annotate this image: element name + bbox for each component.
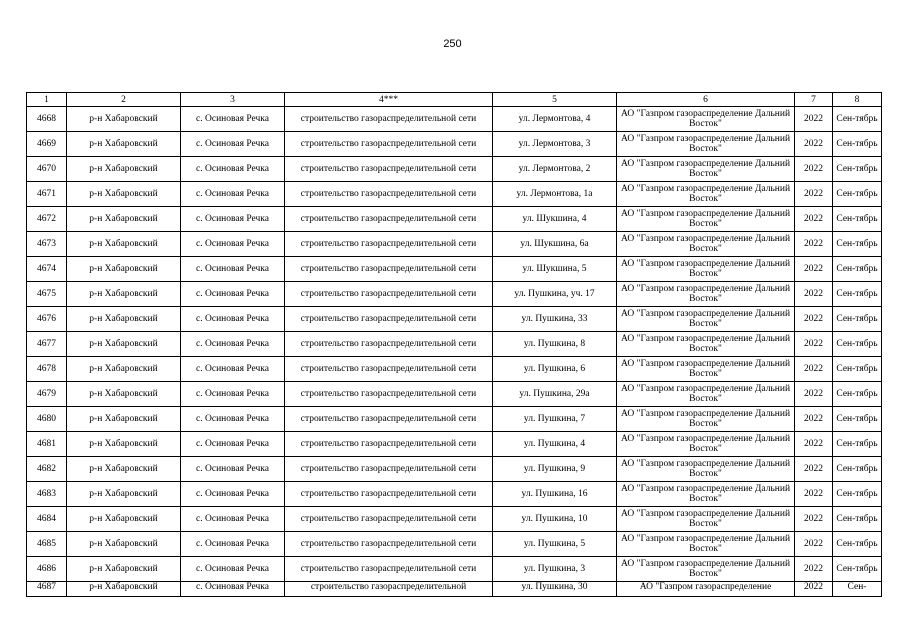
- year-cell: 2022: [795, 157, 833, 182]
- month-cell: Сен-: [833, 582, 882, 597]
- table-row: [27, 257, 882, 282]
- locality-cell: с. Осиновая Речка: [181, 432, 285, 457]
- year-cell: 2022: [795, 332, 833, 357]
- organization-cell: АО "Газпром газораспределение Дальний Восток": [617, 257, 795, 282]
- table-row: [27, 457, 882, 482]
- organization-cell: АО "Газпром газораспределение Дальний Восток": [617, 557, 795, 582]
- district-cell: р-н Хабаровский: [67, 232, 181, 257]
- table-row: [27, 482, 882, 507]
- column-header: 1: [27, 93, 67, 107]
- month-cell: Сен-тябрь: [833, 332, 882, 357]
- work-type-cell: строительство газораспределительной сети: [285, 407, 493, 432]
- address-cell: ул. Пушкина, 30: [493, 582, 617, 597]
- table-row: [27, 432, 882, 457]
- row-number-cell: 4677: [27, 332, 67, 357]
- organization-cell: АО "Газпром газораспределение Дальний Восток": [617, 482, 795, 507]
- district-cell: р-н Хабаровский: [67, 582, 181, 597]
- address-cell: ул. Пушкина, 10: [493, 507, 617, 532]
- organization-cell: АО "Газпром газораспределение Дальний Восток": [617, 457, 795, 482]
- address-cell: ул. Пушкина, 3: [493, 557, 617, 582]
- table-body: [27, 107, 882, 597]
- row-number-cell: 4685: [27, 532, 67, 557]
- year-cell: 2022: [795, 382, 833, 407]
- work-type-cell: строительство газораспределительной сети: [285, 532, 493, 557]
- work-type-cell: строительство газораспределительной сети: [285, 257, 493, 282]
- row-number-cell: 4672: [27, 207, 67, 232]
- month-cell: Сен-тябрь: [833, 432, 882, 457]
- work-type-cell: строительство газораспределительной сети: [285, 157, 493, 182]
- row-number-cell: 4676: [27, 307, 67, 332]
- organization-cell: АО "Газпром газораспределение Дальний Восток": [617, 232, 795, 257]
- address-cell: ул. Пушкина, 16: [493, 482, 617, 507]
- row-number-cell: 4679: [27, 382, 67, 407]
- locality-cell: с. Осиновая Речка: [181, 532, 285, 557]
- work-type-cell: строительство газораспределительной сети: [285, 132, 493, 157]
- year-cell: 2022: [795, 407, 833, 432]
- table-row: [27, 207, 882, 232]
- year-cell: 2022: [795, 232, 833, 257]
- district-cell: р-н Хабаровский: [67, 107, 181, 132]
- year-cell: 2022: [795, 507, 833, 532]
- year-cell: 2022: [795, 182, 833, 207]
- district-cell: р-н Хабаровский: [67, 557, 181, 582]
- page-number: 250: [443, 38, 462, 50]
- month-cell: Сен-тябрь: [833, 107, 882, 132]
- month-cell: Сен-тябрь: [833, 257, 882, 282]
- month-cell: Сен-тябрь: [833, 532, 882, 557]
- district-cell: р-н Хабаровский: [67, 457, 181, 482]
- row-number-cell: 4671: [27, 182, 67, 207]
- table-row: [27, 282, 882, 307]
- month-cell: Сен-тябрь: [833, 182, 882, 207]
- month-cell: Сен-тябрь: [833, 232, 882, 257]
- year-cell: 2022: [795, 132, 833, 157]
- locality-cell: с. Осиновая Речка: [181, 182, 285, 207]
- locality-cell: с. Осиновая Речка: [181, 407, 285, 432]
- district-cell: р-н Хабаровский: [67, 182, 181, 207]
- work-type-cell: строительство газораспределительной сети: [285, 307, 493, 332]
- address-cell: ул. Пушкина, 29а: [493, 382, 617, 407]
- organization-cell: АО "Газпром газораспределение Дальний Восток": [617, 382, 795, 407]
- table-row: [27, 307, 882, 332]
- district-cell: р-н Хабаровский: [67, 132, 181, 157]
- locality-cell: с. Осиновая Речка: [181, 357, 285, 382]
- organization-cell: АО "Газпром газораспределение Дальний Восток": [617, 532, 795, 557]
- work-type-cell: строительство газораспределительной: [285, 582, 493, 597]
- address-cell: ул. Лермонтова, 1а: [493, 182, 617, 207]
- district-cell: р-н Хабаровский: [67, 282, 181, 307]
- column-header: 2: [67, 93, 181, 107]
- row-number-cell: 4668: [27, 107, 67, 132]
- district-cell: р-н Хабаровский: [67, 532, 181, 557]
- locality-cell: с. Осиновая Речка: [181, 132, 285, 157]
- work-type-cell: строительство газораспределительной сети: [285, 332, 493, 357]
- table-row: [27, 557, 882, 582]
- address-cell: ул. Пушкина, 9: [493, 457, 617, 482]
- month-cell: Сен-тябрь: [833, 282, 882, 307]
- locality-cell: с. Осиновая Речка: [181, 582, 285, 597]
- row-number-cell: 4683: [27, 482, 67, 507]
- year-cell: 2022: [795, 257, 833, 282]
- year-cell: 2022: [795, 532, 833, 557]
- column-header: 7: [795, 93, 833, 107]
- month-cell: Сен-тябрь: [833, 507, 882, 532]
- address-cell: ул. Пушкина, 5: [493, 532, 617, 557]
- locality-cell: с. Осиновая Речка: [181, 557, 285, 582]
- table-row: [27, 132, 882, 157]
- row-number-cell: 4684: [27, 507, 67, 532]
- table-row: [27, 382, 882, 407]
- table-row: [27, 582, 882, 597]
- address-cell: ул. Пушкина, 7: [493, 407, 617, 432]
- district-cell: р-н Хабаровский: [67, 207, 181, 232]
- district-cell: р-н Хабаровский: [67, 407, 181, 432]
- table-header-row: [27, 93, 882, 107]
- organization-cell: АО "Газпром газораспределение Дальний Восток": [617, 182, 795, 207]
- work-type-cell: строительство газораспределительной сети: [285, 207, 493, 232]
- month-cell: Сен-тябрь: [833, 157, 882, 182]
- work-type-cell: строительство газораспределительной сети: [285, 557, 493, 582]
- work-type-cell: строительство газораспределительной сети: [285, 382, 493, 407]
- organization-cell: АО "Газпром газораспределение Дальний Восток": [617, 207, 795, 232]
- month-cell: Сен-тябрь: [833, 457, 882, 482]
- locality-cell: с. Осиновая Речка: [181, 257, 285, 282]
- row-number-cell: 4675: [27, 282, 67, 307]
- table-row: [27, 157, 882, 182]
- locality-cell: с. Осиновая Речка: [181, 207, 285, 232]
- address-cell: ул. Шукшина, 5: [493, 257, 617, 282]
- work-type-cell: строительство газораспределительной сети: [285, 107, 493, 132]
- month-cell: Сен-тябрь: [833, 382, 882, 407]
- work-type-cell: строительство газораспределительной сети: [285, 507, 493, 532]
- row-number-cell: 4681: [27, 432, 67, 457]
- year-cell: 2022: [795, 557, 833, 582]
- address-cell: ул. Лермонтова, 4: [493, 107, 617, 132]
- address-cell: ул. Пушкина, уч. 17: [493, 282, 617, 307]
- address-cell: ул. Лермонтова, 3: [493, 132, 617, 157]
- district-cell: р-н Хабаровский: [67, 332, 181, 357]
- month-cell: Сен-тябрь: [833, 407, 882, 432]
- organization-cell: АО "Газпром газораспределение: [617, 582, 795, 597]
- address-cell: ул. Пушкина, 6: [493, 357, 617, 382]
- address-cell: ул. Лермонтова, 2: [493, 157, 617, 182]
- locality-cell: с. Осиновая Речка: [181, 157, 285, 182]
- year-cell: 2022: [795, 107, 833, 132]
- work-type-cell: строительство газораспределительной сети: [285, 457, 493, 482]
- year-cell: 2022: [795, 282, 833, 307]
- locality-cell: с. Осиновая Речка: [181, 482, 285, 507]
- row-number-cell: 4687: [27, 582, 67, 597]
- organization-cell: АО "Газпром газораспределение Дальний Восток": [617, 407, 795, 432]
- locality-cell: с. Осиновая Речка: [181, 232, 285, 257]
- work-type-cell: строительство газораспределительной сети: [285, 282, 493, 307]
- column-header: 5: [493, 93, 617, 107]
- year-cell: 2022: [795, 307, 833, 332]
- row-number-cell: 4669: [27, 132, 67, 157]
- district-cell: р-н Хабаровский: [67, 307, 181, 332]
- organization-cell: АО "Газпром газораспределение Дальний Восток": [617, 307, 795, 332]
- address-cell: ул. Пушкина, 4: [493, 432, 617, 457]
- year-cell: 2022: [795, 482, 833, 507]
- work-type-cell: строительство газораспределительной сети: [285, 432, 493, 457]
- row-number-cell: 4674: [27, 257, 67, 282]
- table-row: [27, 507, 882, 532]
- address-cell: ул. Пушкина, 33: [493, 307, 617, 332]
- month-cell: Сен-тябрь: [833, 357, 882, 382]
- organization-cell: АО "Газпром газораспределение Дальний Восток": [617, 132, 795, 157]
- locality-cell: с. Осиновая Речка: [181, 282, 285, 307]
- address-cell: ул. Шукшина, 4: [493, 207, 617, 232]
- column-header: 3: [181, 93, 285, 107]
- work-type-cell: строительство газораспределительной сети: [285, 357, 493, 382]
- organization-cell: АО "Газпром газораспределение Дальний Восток": [617, 332, 795, 357]
- district-cell: р-н Хабаровский: [67, 357, 181, 382]
- column-header: 4***: [285, 93, 493, 107]
- table-row: [27, 357, 882, 382]
- month-cell: Сен-тябрь: [833, 557, 882, 582]
- organization-cell: АО "Газпром газораспределение Дальний Восток": [617, 157, 795, 182]
- work-type-cell: строительство газораспределительной сети: [285, 182, 493, 207]
- district-cell: р-н Хабаровский: [67, 432, 181, 457]
- district-cell: р-н Хабаровский: [67, 382, 181, 407]
- registry-table: [26, 92, 882, 597]
- organization-cell: АО "Газпром газораспределение Дальний Восток": [617, 357, 795, 382]
- year-cell: 2022: [795, 207, 833, 232]
- work-type-cell: строительство газораспределительной сети: [285, 482, 493, 507]
- year-cell: 2022: [795, 457, 833, 482]
- row-number-cell: 4680: [27, 407, 67, 432]
- row-number-cell: 4673: [27, 232, 67, 257]
- year-cell: 2022: [795, 582, 833, 597]
- table-row: [27, 107, 882, 132]
- table-row: [27, 407, 882, 432]
- row-number-cell: 4670: [27, 157, 67, 182]
- locality-cell: с. Осиновая Речка: [181, 382, 285, 407]
- year-cell: 2022: [795, 357, 833, 382]
- locality-cell: с. Осиновая Речка: [181, 332, 285, 357]
- organization-cell: АО "Газпром газораспределение Дальний Восток": [617, 107, 795, 132]
- month-cell: Сен-тябрь: [833, 207, 882, 232]
- locality-cell: с. Осиновая Речка: [181, 107, 285, 132]
- district-cell: р-н Хабаровский: [67, 507, 181, 532]
- year-cell: 2022: [795, 432, 833, 457]
- locality-cell: с. Осиновая Речка: [181, 457, 285, 482]
- address-cell: ул. Пушкина, 8: [493, 332, 617, 357]
- column-header: 8: [833, 93, 882, 107]
- row-number-cell: 4686: [27, 557, 67, 582]
- month-cell: Сен-тябрь: [833, 132, 882, 157]
- district-cell: р-н Хабаровский: [67, 257, 181, 282]
- column-header: 6: [617, 93, 795, 107]
- row-number-cell: 4678: [27, 357, 67, 382]
- district-cell: р-н Хабаровский: [67, 157, 181, 182]
- district-cell: р-н Хабаровский: [67, 482, 181, 507]
- month-cell: Сен-тябрь: [833, 482, 882, 507]
- organization-cell: АО "Газпром газораспределение Дальний Восток": [617, 432, 795, 457]
- organization-cell: АО "Газпром газораспределение Дальний Восток": [617, 507, 795, 532]
- work-type-cell: строительство газораспределительной сети: [285, 232, 493, 257]
- row-number-cell: 4682: [27, 457, 67, 482]
- table-row: [27, 182, 882, 207]
- organization-cell: АО "Газпром газораспределение Дальний Восток": [617, 282, 795, 307]
- locality-cell: с. Осиновая Речка: [181, 507, 285, 532]
- locality-cell: с. Осиновая Речка: [181, 307, 285, 332]
- month-cell: Сен-тябрь: [833, 307, 882, 332]
- table-row: [27, 232, 882, 257]
- table-row: [27, 532, 882, 557]
- table-row: [27, 332, 882, 357]
- address-cell: ул. Шукшина, 6а: [493, 232, 617, 257]
